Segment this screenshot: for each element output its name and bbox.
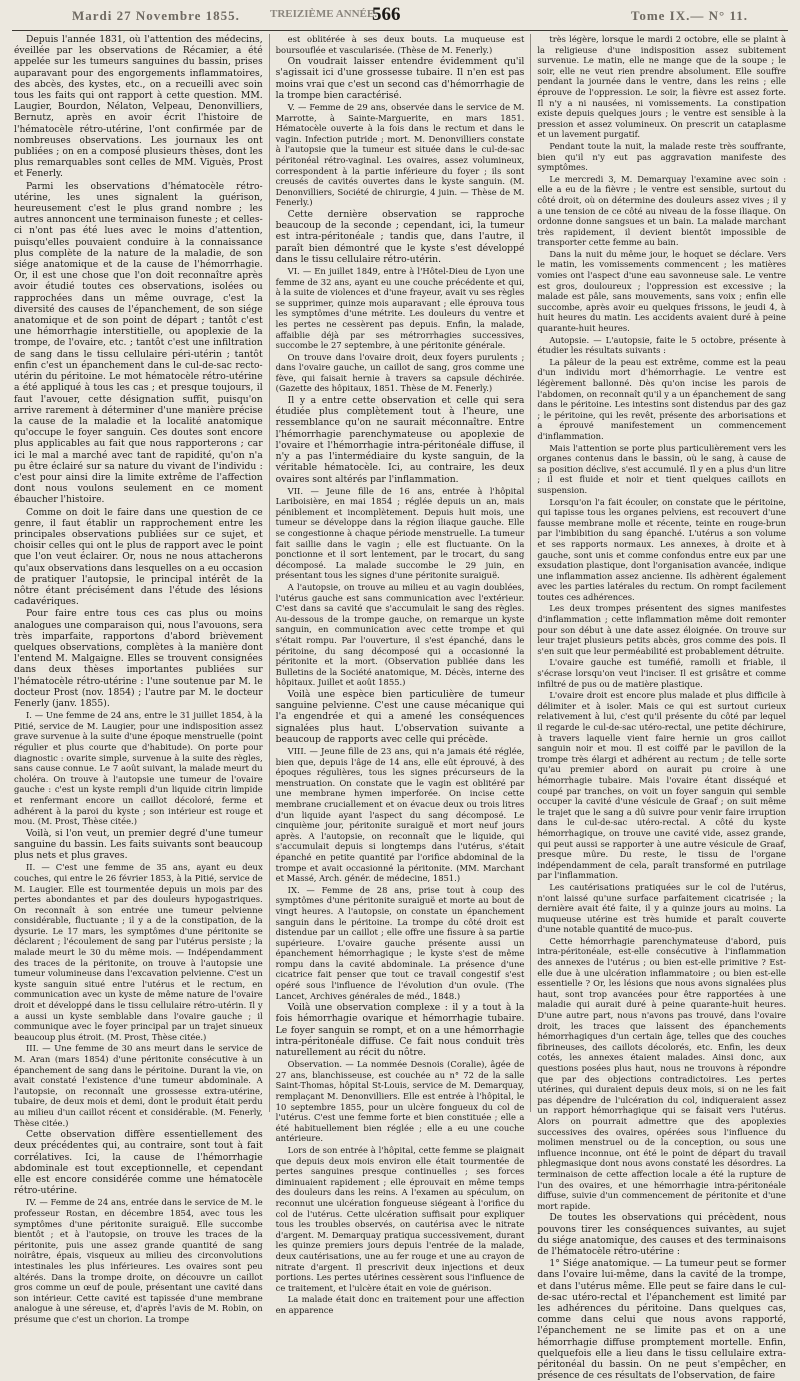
paragraph: Mais l'attention se porte plus particulièrement vers les organes contenus dans le bassin, où le sang, à cause de sa position déclive, s'est accumulé. Il y en a plus d'un litre ; il est fluide et noir et tient quelques caillots en suspension. xyxy=(537,442,787,495)
paragraph: Cette dernière observation se rapproche beaucoup de la seconde ; cependant, ici, la tumeur est intra-péritonéale ; tandis que, dans l'autre, il paraît bien démontré que le kyste s'est développé dans le tissu cellulaire rétro-utérin. xyxy=(275,208,525,265)
paragraph: IV. — Femme de 24 ans, entrée dans le service de M. le professeur Rostan, en décembre 1854, avec tous les symptômes d'une péritonite suraiguë. Elle succombe bientôt ; et à l'autopsie, on trouve les traces de la péritonite, puis une assez grande quantité de sang noirâtre, épais, visqueux au milieu des circonvolutions intestinales les plus inférieures. Les ovaires sont peu altérés. Dans la trompe droite, on découvre un caillot gros comme un œuf de poule, présentant une cavité dans son intérieur. Cette cavité est tapissée d'une membrane analogue à une séreuse, et, d'après l'avis de M. Robin, on présume que c'est un chorion. La trompe xyxy=(14,1197,263,1324)
article-columns xyxy=(14,34,787,1381)
paragraph: IX. — Femme de 28 ans, prise tout à coup des symptômes d'une péritonite suraiguë et morte au bout de vingt heures. A l'autopsie, on constate un épanchement sanguin dans le péritoine. La trompe du côté droit est distendue par un caillot ; elle offre une fissure à sa partie supérieure. L'ovaire gauche présente aussi un épanchement hémorrhagique ; le kyste s'est de même rompu dans la cavité abdominale. La présence d'une cicatrice fait penser que tout ce travail congestif s'est opéré sous l'influence de l'évolution d'un ovule. (The Lancet, Archives générales de méd., 1848.) xyxy=(275,884,525,1001)
paragraph: A l'autopsie, on trouve au milieu et au vagin doublées, l'utérus gauche est sans communication avec l'extérieur. C'est dans sa cavité que s'accumulait le sang des règles. Au-dessous de la trompe gauche, on remarque un kyste sanguin, en communication avec cette trompe et qui s'était rompu. Par l'ouverture, il s'est épanché, dans le péritoine, du sang décomposé qui a occasionné la péritonite et la mort. (Observation publiée dans les Bulletins de la Société anatomique, M. Décès, interne des hôpitaux. Juillet et août 1855.) xyxy=(275,582,525,688)
paragraph: Voilà une observation complexe : il y a tout à la fois hémorrhagie ovarique et hémorrhagie tubaire. Le foyer sanguin se rompt, et on a une hémorrhagie intra-péritonéale diffuse. Ce fait nous conduit très naturellement au récit du nôtre. xyxy=(275,1002,525,1059)
paragraph: Parmi les observations d'hématocèle rétro-utérine, les unes signalent la guérison, heureusement c'est le plus grand nombre ; les autres annoncent une terminaison funeste ; et celles-ci n'ont pas été lues avec le moins d'attention, puisqu'elles pouvaient conduire à la connaissance plus complète de la nature de la maladie, de son siége anatomique et de la cause de l'hémorrhagie. Or, il est une chose que l'on doit reconnaître après avoir étudié toutes ces observations, isolées ou rapprochées dans un même ouvrage, c'est la diversité des causes de l'épanchement, de son siége anatomique et de son point de départ ; tantôt c'est une hémorrhagie interstitielle, ou apoplexie de la trompe, de l'ovaire, etc. ; tantôt c'est une infiltration de sang dans le tissu cellulaire péri-utérin ; tantôt enfin c'est un épanchement dans le cul-de-sac recto-utérin du péritoine. Le mot hématocèle rétro-utérine a été appliqué à tous les cas ; et presque toujours, il faut l'avouer, cette désignation suffit, puisqu'on arrive rarement à déterminer d'une manière précise la cause de la maladie et la localité anatomique qu'occupe le foyer sanguin. Ces doutes sont encore plus applicables au fait que nous rapporterons ; car ici le mal a marché avec tant de rapidité, qu'on n'a pu être éclairé sur sa nature du vivant de l'individu : c'est pour ainsi dire la limite extrême de l'affection dont nous voulons seulement en ce moment ébaucher l'histoire. xyxy=(14,180,263,506)
paragraph: On voudrait laisser entendre évidemment qu'il s'agissait ici d'une grossesse tubaire. Il n'en est pas moins vrai que c'est un second cas d'hémorrhagie de la trompe bien caractérisé. xyxy=(275,56,525,101)
paragraph: VIII. — Jeune fille de 23 ans, qui n'a jamais été réglée, bien que, depuis l'âge de 14 ans, elle eût éprouvé, à des époques régulières, tous les signes précurseurs de la menstruation. On constate que le vagin est oblitéré par une membrane hymen imperforée. On incise cette membrane cruciallement et on évacue deux ou trois litres d'un liquide ayant l'aspect du sang décomposé. Le cinquième jour, péritonite suraiguë et mort neuf jours après. A l'autopsie, on reconnaît que le liquide, qui s'accumulait depuis si longtemps dans l'utérus, s'était épanché en petite quantité par l'orifice abdominal de la trompe et avait occasionné la péritonite. (MM. Marchant et Massé, Arch. génér. de médecine, 1851.) xyxy=(275,746,525,884)
paragraph: Les cautérisations pratiquées sur le col de l'utérus, n'ont laissé qu'une surface parfaitement cicatrisée ; la dernière avait été faite, il y a quinze jours au moins. La muqueuse utérine est très humide et paraît couverte d'une notable quantité de muco-pus. xyxy=(537,881,787,935)
paragraph: La malade était donc en traitement pour une affection en apparence xyxy=(275,1294,525,1315)
paragraph: L'ovaire droit est encore plus malade et plus difficile à délimiter et à isoler. Mais ce qui est surtout curieux relativement à lui, c'est qu'il présente du côté par lequel il regarde le cul-de-sac utéro-rectal, une petite déchirure, à travers laquelle vient faire hernie un gros caillot sanguin noir et mou. Il est coiffé par le pavillon de la trompe très élargi et adhérent au rectum ; de telle sorte qu'au premier abord on aurait pu croire à une hémorrhagie tubaire. Mais l'ovaire étant disséqué et coupé par tranches, on voit un foyer sanguin qui semble occuper la cavité d'une vésicule de Graaf ; on suit même le trajet que le sang a dû suivre pour venir faire irruption dans le cul-de-sac utéro-rectal. A côté du kyste hémorrhagique, on trouve une cavité vide, assez grande, qui peut aussi se rapporter à une autre vésicule de Graaf, presque mûre. Du reste, le tissu de l'organe indépendamment de cela, paraît transformé en putrilage par l'inflammation. xyxy=(537,690,787,881)
paragraph: Dans la nuit du même jour, le hoquet se déclare. Vers le matin, les vomissements commencent ; les matières vomies ont l'aspect d'une eau savonneuse sale. Le ventre est gros, douloureux ; l'oppression est excessive ; la malade est pâle, sans mouvements, sans voix ; enfin elle succombe, après avoir eu quelques frissons, le jeudi 4, à huit heures du matin. Les accidents avaient duré à peine quarante-huit heures. xyxy=(537,248,787,334)
paragraph: Voilà, si l'on veut, un premier degré d'une tumeur sanguine du bassin. Les faits suivants sont beaucoup plus nets et plus graves. xyxy=(14,827,263,862)
paragraph: La pâleur de la peau est extrême, comme est la peau d'un individu mort d'hémorrhagie. Le ventre est légèrement ballonné. Dès qu'on incise les parois de l'abdomen, on reconnaît qu'il y a un épanchement de sang dans le péritoine. Les intestins sont distendus par des gaz ; le péritoine, qui les revêt, présente des arborisations et a éprouvé manifestement un commencement d'inflammation. xyxy=(537,356,787,441)
column-1 xyxy=(14,34,269,1324)
paragraph: est oblitérée à ses deux bouts. La muqueuse est boursouflée et vascularisée. (Thèse de M. Fenerly.) xyxy=(275,34,525,55)
paragraph: Voilà une espèce bien particulière de tumeur sanguine pelvienne. C'est une cause mécanique qui l'a engendrée et qui a amené les conséquences signalées plus haut. L'observation suivante a beaucoup de rapports avec celle qui précède. xyxy=(275,688,525,745)
paragraph: On trouve dans l'ovaire droit, deux foyers purulents ; dans l'ovaire gauche, un caillot de sang, gros comme une fève, qui faisait hernie à travers sa capsule déchirée. (Gazette des hôpitaux, 1851. Thèse de M. Fenerly.) xyxy=(275,351,525,394)
masthead-date: Mardi 27 Novembre 1855. xyxy=(72,8,240,23)
page-number: 566 xyxy=(372,4,401,25)
paragraph: II. — C'est une femme de 35 ans, ayant eu deux couches, qui entre le 26 février 1853, à la Pitié, service de M. Laugier. Elle est tourmentée depuis un mois par des pertes abondantes et par des douleurs hypogastriques. On reconnaît à son entrée une tumeur pelvienne considérable, fluctuante ; il y a de la constipation, de la dysurie. Le 17 mars, les symptômes d'une péritonite se déclarent ; l'écoulement de sang par l'utérus persiste ; la malade meurt le 30 du même mois. — Indépendamment des traces de la péritonite, on trouve à l'autopsie une tumeur volumineuse dans l'excavation pelvienne. C'est un kyste sanguin situé entre l'utérus et le rectum, en communication avec un kyste de même nature de l'ovaire droit et développé dans le tissu cellulaire rétro-utérin. Il y a aussi un kyste semblable dans l'ovaire gauche ; il communique avec le foyer principal par un trajet sinueux beaucoup plus étroit. (M. Prost, Thèse citée.) xyxy=(14,862,263,1042)
paragraph: Comme on doit le faire dans une question de ce genre, il faut établir un rapprochement entre les principales observations publiées sur ce sujet, et choisir celles qui ont le plus de rapport avec le point que l'on veut éclairer. Or, nous ne nous attacherons qu'aux observations dans lesquelles on a eu occasion de pratiquer l'autopsie, le principal intérêt de la nôtre étant précisément dans l'étude des lésions cadavériques. xyxy=(14,506,263,608)
paragraph: I. — Une femme de 24 ans, entre le 31 juillet 1854, à la Pitié, service de M. Laugier, pour une indisposition assez grave survenue à la suite d'une époque menstruelle (point régulier et plus courte que d'habitude). On porte pour diagnostic : ovarite simple, survenue à la suite des règles, sans cause connue. Le 7 août suivant, la malade meurt du choléra. On trouve à l'autopsie une tumeur de l'ovaire gauche : c'est un kyste rempli d'un liquide citrin limpide et renfermant encore un caillot décoloré, ferme et adhérent à la paroi du kyste ; son intérieur est rouge et mou. (M. Prost, Thèse citée.) xyxy=(14,710,263,827)
paragraph: VII. — Jeune fille de 16 ans, entrée à l'hôpital Lariboisière, en mai 1854 ; réglée depuis un an, mais péniblement et incomplètement. Depuis huit mois, une tumeur se développe dans la région iliaque gauche. Elle se congestionne à chaque période menstruelle. La tumeur fait saillie dans le vagin ; elle est fluctuante. On la ponctionne et il sort lentement, par le trocart, du sang décomposé. La malade succombe le 29 juin, en présentant tous les signes d'une péritonite suraiguë. xyxy=(275,485,525,581)
paragraph: Pendant toute la nuit, la malade reste très souffrante, bien qu'il n'y eut pas aggravation manifeste des symptômes. xyxy=(537,140,787,173)
paragraph: Il y a entre cette observation et celle qui sera étudiée plus complètement tout à l'heure, une ressemblance qu'on ne saurait méconnaître. Entre l'hémorrhagie parenchymateuse ou apoplexie de l'ovaire et l'hémorrhagie intra-péritonéale diffuse, il n'y a pas l'intermédiaire du kyste sanguin, de la véritable hématocèle. Ici, au contraire, les deux ovaires sont altérés par l'inflammation. xyxy=(275,395,525,485)
paragraph: VI. — En juillet 1849, entre à l'Hôtel-Dieu de Lyon une femme de 32 ans, ayant eu une couche précédente et qui, à la suite de violences et d'une frayeur, avait vu ses règles se supprimer, quinze mois auparavant ; elle éprouva tous les symptômes d'une métrite. Les douleurs du ventre et les pertes ne cessèrent pas depuis. Enfin, la malade, affaiblie déjà par ses métrorrhagies successives, succombe le 27 septembre, à une péritonite générale. xyxy=(275,265,525,351)
paragraph: Autopsie. — L'autopsie, faite le 5 octobre, présente à étudier les résultats suivants : xyxy=(537,334,787,356)
column-3 xyxy=(531,34,787,1381)
paragraph: Lors de son entrée à l'hôpital, cette femme se plaignait que depuis deux mois environ elle était tourmentée de pertes sanguines presque continuelles ; ses forces diminuaient rapidement ; elle éprouvait en même temps des douleurs dans les reins. A l'examen au spéculum, on reconnut une ulcération fongueuse siégeant à l'orifice du col de l'utérus. Cette ulcération suffisait pour expliquer tous les troubles observés, on cautérisa avec le nitrate d'argent. M. Demarquay pratiqua successivement, durant les quinze premiers jours depuis l'entrée de la malade, deux cautérisations, une au fer rouge et une au crayon de nitrate d'argent. Il prescrivit deux injections et deux portions. Les pertes utérines cessèrent sous l'influence de ce traitement, et l'ulcère était en voie de guérison. xyxy=(275,1145,525,1293)
paragraph: 1° Siége anatomique. — La tumeur peut se former dans l'ovaire lui-même, dans la cavité de la trompe, et dans l'utérus même. Elle peut se faire dans le cul-de-sac utéro-rectal et l'épanchement est limité par les adhérences du péritoine. Dans quelques cas, comme dans celui que nous avons rapporté, l'épanchement ne se limite pas et on a une hémorrhagie diffuse promptement mortelle. Enfin, quelquefois elle a lieu dans le tissu cellulaire extra-péritonéal du bassin. On ne peut s'empêcher, en présence de ces résultats de l'observation, de faire xyxy=(537,1258,787,1381)
paragraph: III. — Une femme de 30 ans meurt dans le service de M. Aran (mars 1854) d'une péritonite consécutive à un épanchement de sang dans le péritoine. Durant la vie, on avait constaté l'existence d'une tumeur abdominale. A l'autopsie, on reconnaît une grossesse extra-utérine, tubaire, de deux mois et demi, dont le produit était perdu au milieu d'un caillot récent et considérable. (M. Fenerly, Thèse citée.) xyxy=(14,1043,263,1128)
masthead-volume: Tome IX.— N° 11. xyxy=(630,8,748,23)
masthead xyxy=(12,4,788,31)
paragraph: L'ovaire gauche est tuméfié, ramolli et friable, il s'écrase lorsqu'on veut l'inciser. Il est grisâtre et comme infiltré de pus ou de matière plastique. xyxy=(537,657,787,689)
paragraph: très légère, lorsque le mardi 2 octobre, elle se plaint à la religieuse d'une indisposition assez subitement survenue. Le matin, elle ne mange que de la soupe ; le soir, elle ne veut rien prendre absolument. Elle souffre pendant la journée dans le ventre, dans les reins ; elle éprouve de l'oppression. Le soir, la fièvre est assez forte. Il n'y a ni nausées, ni vomissements. La constipation existe depuis quelques jours ; le ventre est sensible à la pression et assez volumineux. On prescrit un cataplasme et un lavement purgatif. xyxy=(537,34,787,140)
paragraph: V. — Femme de 29 ans, observée dans le service de M. Marrotte, à Sainte-Marguerite, en mars 1851. Hématocèle ouverte à la fois dans le rectum et dans le vagin. Infection putride ; mort. M. Denonvilliers constate à l'autopsie que la tumeur est située dans le cul-de-sac péritonéal rétro-vaginal. Les ovaires, assez volumineux, correspondent à la partie inférieure du foyer ; ils sont creusés de cavités ouvertes dans le kyste sanguin. (M. Denonvilliers, Société de chirurgie, 4 juin. — Thèse de M. Fenerly.) xyxy=(275,102,525,208)
paragraph: Les deux trompes présentent des signes manifestes d'inflammation ; cette inflammation même doit remonter pour son début à une date assez éloignée. On trouve sur leur trajet plusieurs petits abcès, gros comme des pois. Il s'en suit que leur perméabilité est probablement détruite. xyxy=(537,603,787,656)
column-2 xyxy=(269,34,532,1315)
masthead-year: TREIZIÈME ANNÉE. xyxy=(270,8,377,20)
paragraph: Cette observation diffère essentiellement des deux précédentes qui, au contraire, sont tout à fait corrélatives. Ici, la cause de l'hémorrhagie abdominale est tout exceptionnelle, et cependant elle est encore considérée comme une hématocèle rétro-utérine. xyxy=(14,1129,263,1197)
paragraph: Depuis l'année 1831, où l'attention des médecins, éveillée par les observations de Récamier, a été appelée sur les tumeurs sanguines du bassin, prises auparavant pour des engorgements inflammatoires, des abcès, des kystes, etc., on a recueilli avec soin tous les faits qui ont rapport à cette question. MM. Laugier, Bourdon, Nélaton, Velpeau, Denonvilliers, Bernutz, après en avoir écrit l'histoire de l'hématocèle rétro-utérine, l'ont confirmée par de nombreuses observations. Les journaux les ont publiées ; on en a composé plusieurs thèses, dont les plus remarquables sont celles de MM. Viguès, Prost et Fenerly. xyxy=(14,34,263,180)
paragraph: De toutes les observations qui précèdent, nous pouvons tirer les conséquences suivantes, au sujet du siége anatomique, des causes et des terminaisons de l'hématocèle rétro-utérine : xyxy=(537,1212,787,1257)
paragraph: Cette hémorrhagie parenchymateuse d'abord, puis intra-péritonéale, est-elle consécutive à l'inflammation des annexes de l'utérus ; ou bien est-elle primitive ? Est-elle due à une ulcération inflammatoire ; ou bien est-elle essentielle ? Or, les lésions que nous avons signalées plus haut, sont trop avancées pour être rapportées à une maladie qui aurait duré à peine quarante-huit heures. D'une autre part, nous n'avons pas trouvé, dans l'ovaire droit, les traces que laissent des épanchements hémorrhagiques d'un certain âge, telles que des couches fibrineuses, des caillots décolorés, etc. Enfin, les deux cotés, les annexes étaient malades. Ainsi donc, aux questions posées plus haut, nous ne trouvons à répondre que par des objections contradictoires. Les pertes utérines, qui duraient depuis deux mois, si on ne les fait pas dépendre de l'ulcération du col, indiqueraient assez un rapport hémorrhagique qui se faisait vers l'utérus. Alors on pourrait admettre que des apoplexies successives des ovaires, opérées sous l'influence du molimen menstruel ou de la conception, ou sous une influence inconnue, ont été le point de départ du travail phlegmasique dont nous avons constaté les désordres. La terminaison de cette affection locale a été la rupture de l'un des ovaires, et une hémorrhagie intra-péritonéale diffuse, suivie d'un commencement de péritonite et d'une mort rapide. xyxy=(537,935,787,1211)
paragraph: Le mercredi 3, M. Demarquay l'examine avec soin : elle a eu de la fièvre ; le ventre est sensible, surtout du côté droit, où on détermine des douleurs assez vives ; il y a une tension de ce côté au niveau de la fosse iliaque. On ordonne donne sangsues et un bain. La malade marchant très rapidement, il devient bientôt impossible de transporter cette femme au bain. xyxy=(537,173,787,248)
paragraph: Lorsqu'on l'a fait écouler, on constate que le péritoine, qui tapisse tous les organes pelviens, est recouvert d'une fausse membrane molle et récente, teinte en rouge-brun par l'imbibition du sang épanché. L'utérus a son volume et ses rapports normaux. Les annexes, à droite et à gauche, sont unis et comme confondus entre eux par une exsudation plastique, dont l'organisation avancée, indique une inflammation assez ancienne. Ils adhèrent également avec les parties latérales du rectum. On rompt facilement toutes ces adhérences. xyxy=(537,496,787,602)
paragraph: Pour faire entre tous ces cas plus ou moins analogues une comparaison qui, nous l'avouons, sera très imparfaite, rapportons d'abord brièvement quelques observations, complètes à la manière dont l'entend M. Malgaigne. Elles se trouvent consignées dans deux thèses importantes publiées sur l'hématocèle rétro-utérine : l'une soutenue par M. le docteur Prost (nov. 1854) ; l'autre par M. le docteur Fenerly (janv. 1855). xyxy=(14,608,263,709)
paragraph: Observation. — La nommée Desnois (Coralie), âgée de 27 ans, blanchisseuse, est couchée au n° 72 de la salle Saint-Thomas, hôpital St-Louis, service de M. Demarquay, remplaçant M. Denonvilliers. Elle est entrée à l'hôpital, le 10 septembre 1855, pour un ulcère fongueux du col de l'utérus. C'est une femme forte et bien constituée ; elle a été habituellement bien réglée ; elle a eu une couche antérieure. xyxy=(275,1059,525,1144)
